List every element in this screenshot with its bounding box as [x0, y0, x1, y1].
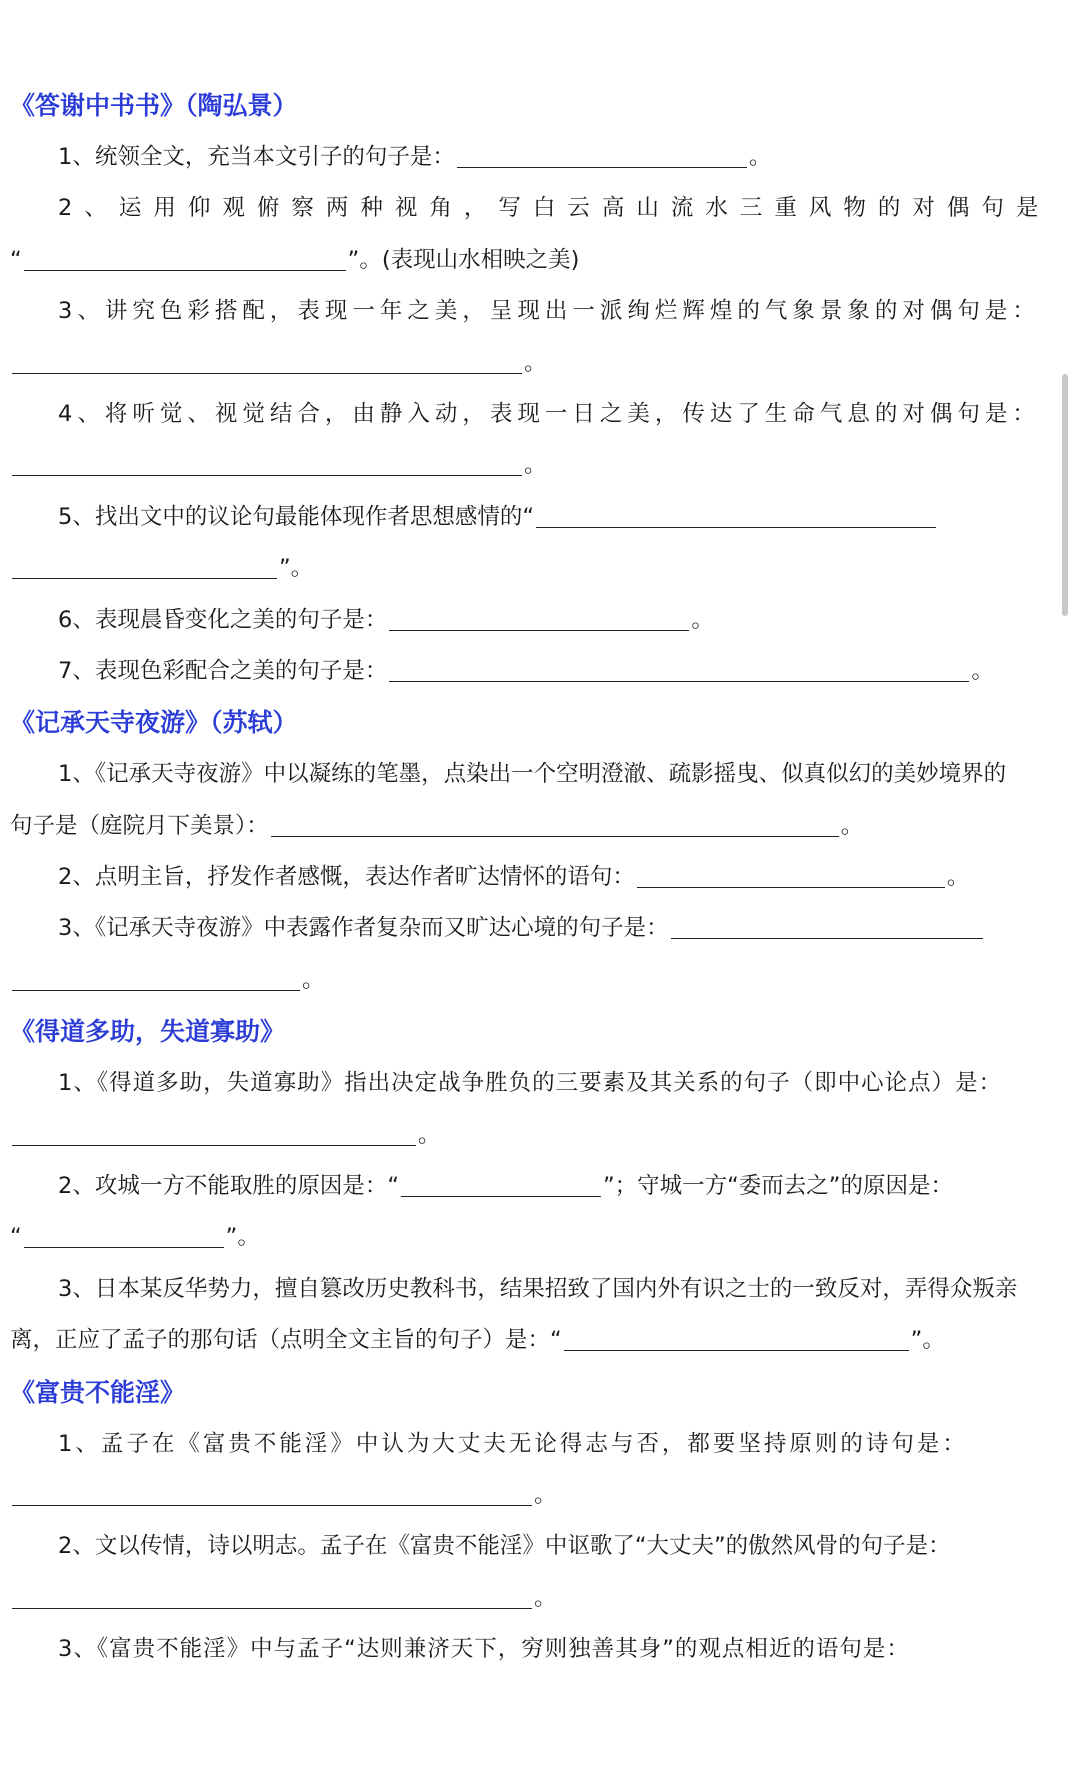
question-line	[10, 1110, 1060, 1161]
question-text: 3、《富贵不能淫》中与孟子“达则兼济天下，穷则独善其身”的观点相近的语句是：	[58, 1636, 910, 1663]
question-line	[10, 595, 1060, 646]
question-text: 1、孟子在《富贵不能淫》中认为大丈夫无论得志与否，都要坚持原则的诗句是：	[58, 1430, 968, 1457]
period-mark: 。	[524, 349, 547, 376]
question-text: 1、《得道多助，失道寡助》指出决定战争胜负的三要素及其关系的句子（即中心论点）是：	[58, 1070, 1003, 1097]
question-line	[10, 132, 1060, 183]
question-text: 1、统领全文，充当本文引子的句子是：	[58, 144, 455, 170]
question-text: 3、《记承天寺夜游》中表露作者复杂而又旷达心境的句子是：	[58, 915, 669, 942]
question-line	[10, 749, 1060, 800]
question-text: 离，正应了孟子的那句话（点明全文主旨的句子）是：“	[10, 1327, 562, 1354]
answer-blank[interactable]	[401, 1195, 601, 1197]
question-line	[10, 903, 1060, 954]
answer-blank[interactable]	[271, 835, 839, 837]
question-line	[10, 286, 1060, 337]
answer-blank[interactable]	[637, 886, 945, 888]
answer-blank[interactable]	[12, 989, 300, 991]
question-line	[10, 1212, 1060, 1263]
question-line	[10, 1315, 1060, 1366]
answer-blank[interactable]	[12, 474, 522, 476]
section-title: 《记承天寺夜游》（苏轼）	[10, 708, 298, 738]
answer-blank[interactable]	[12, 1504, 532, 1506]
period-mark: 。	[534, 1481, 557, 1508]
close-quote: ”。	[910, 1327, 945, 1354]
question-line	[10, 1624, 1060, 1675]
question-line	[10, 183, 1060, 234]
period-mark: 。	[418, 1121, 441, 1148]
question-text: 5、找出文中的议论句最能体现作者思想感情的“	[58, 503, 534, 530]
question-text: 6、表现晨昏变化之美的句子是：	[58, 606, 388, 633]
question-line	[10, 646, 1060, 697]
scrollbar-thumb[interactable]	[1062, 374, 1068, 616]
answer-blank[interactable]	[457, 166, 747, 168]
question-line	[10, 1470, 1060, 1521]
question-line	[10, 1573, 1060, 1624]
question-text: 4、将听觉、视觉结合，由静入动，表现一日之美，传达了生命气息的对偶句是：	[58, 400, 1040, 427]
question-text: 句子是（庭院月下美景）：	[10, 812, 269, 839]
period-mark: 。	[302, 966, 325, 993]
period-mark: 。	[971, 657, 994, 684]
period-mark: 。	[534, 1584, 557, 1611]
answer-blank[interactable]	[389, 680, 969, 682]
answer-blank[interactable]	[389, 629, 689, 631]
question-line	[10, 1058, 1060, 1109]
answer-blank[interactable]	[671, 937, 983, 939]
question-text: 1、《记承天寺夜游》中以凝练的笔墨，点染出一个空明澄澈、疏影摇曳、似真似幻的美妙境界的	[58, 761, 1007, 788]
question-text: 2、攻城一方不能取胜的原因是：“	[58, 1173, 399, 1200]
section-title: 《答谢中书书》（陶弘景）	[10, 91, 298, 120]
question-line	[10, 492, 1060, 543]
question-text: 3、讲究色彩搭配，表现一年之美，呈现出一派绚烂辉煌的气象景象的对偶句是：	[58, 298, 1040, 325]
answer-blank[interactable]	[24, 1246, 224, 1248]
period-mark: 。	[840, 812, 864, 839]
question-text: 2、点明主旨，抒发作者感慨，表达作者旷达情怀的语句：	[58, 864, 635, 891]
question-line	[10, 1521, 1060, 1572]
question-text: ”；守城一方“委而去之”的原因是：	[602, 1173, 953, 1200]
answer-blank[interactable]	[12, 372, 522, 374]
section-title: 《富贵不能淫》	[10, 1377, 186, 1407]
answer-blank[interactable]	[24, 269, 346, 271]
question-line	[10, 1264, 1060, 1315]
close-quote: ”。	[225, 1224, 260, 1251]
question-text: 3、日本某反华势力，擅自篡改历史教科书，结果招致了国内外有识之士的一致反对，弄得众叛亲	[58, 1275, 1018, 1302]
question-line	[10, 801, 1060, 852]
section-title: 《得道多助，失道寡助》	[10, 1017, 286, 1047]
question-text: 7、表现色彩配合之美的句子是：	[58, 657, 388, 684]
open-quote: “	[10, 246, 22, 273]
question-line	[10, 1419, 1060, 1470]
question-line	[10, 852, 1060, 903]
worksheet-page	[10, 80, 1060, 1676]
period-mark: 。	[524, 452, 547, 479]
question-line	[10, 440, 1060, 491]
question-text: 2、文以传情，诗以明志。孟子在《富贵不能淫》中讴歌了“大丈夫”的傲然风骨的句子是：	[58, 1533, 951, 1560]
question-text: 2、运用仰观俯察两种视角，写白云高山流水三重风物的对偶句是	[58, 195, 1051, 222]
answer-blank[interactable]	[12, 1144, 416, 1146]
answer-blank[interactable]	[12, 1607, 532, 1609]
period-mark: 。	[946, 864, 970, 891]
question-text: ”。(表现山水相映之美)	[347, 246, 580, 273]
open-quote: “	[10, 1224, 22, 1251]
question-line	[10, 389, 1060, 440]
answer-blank[interactable]	[564, 1349, 909, 1351]
question-line	[10, 1161, 1060, 1212]
question-line	[10, 338, 1060, 389]
answer-blank[interactable]	[536, 526, 936, 528]
answer-blank[interactable]	[12, 577, 277, 579]
close-quote: ”。	[279, 555, 314, 582]
question-line	[10, 543, 1060, 594]
period-mark: 。	[691, 606, 714, 633]
question-line	[10, 955, 1060, 1006]
question-line	[10, 235, 1060, 286]
period-mark: 。	[748, 144, 772, 170]
